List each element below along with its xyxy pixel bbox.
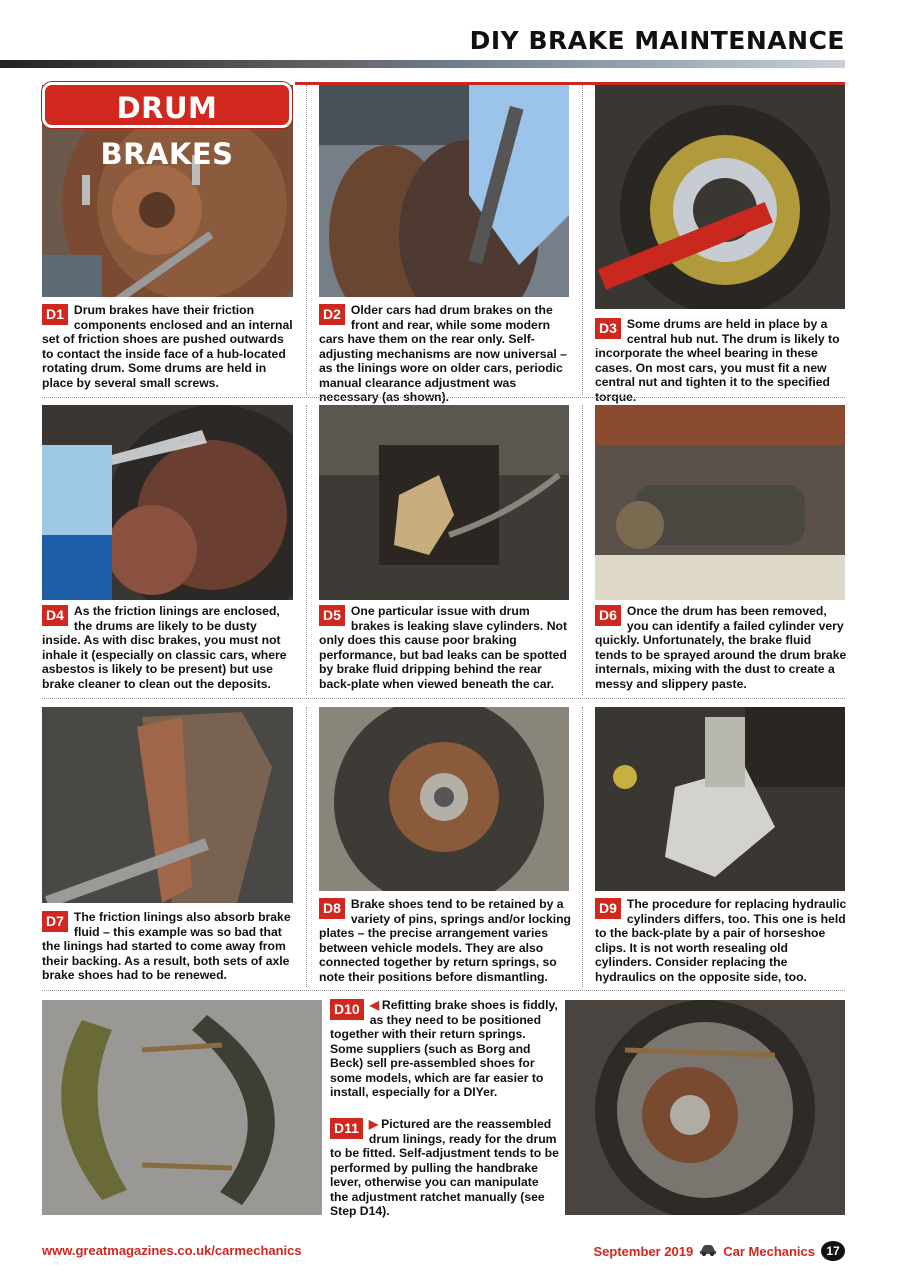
caption-d2 bbox=[319, 303, 571, 405]
caption-text-d11: Pictured are the reassembled drum linings, ready for the drum to be fitted. Self-adjustment tends to be performed by pulling the handbrake lever, otherwise you can manipulate the adjustment ratchet manually (see Step D14). bbox=[330, 1117, 559, 1218]
step-label-d4: D4 bbox=[42, 605, 68, 626]
photo-d5 bbox=[319, 405, 569, 600]
column-divider-2b bbox=[582, 405, 583, 695]
caption-d3 bbox=[595, 317, 847, 404]
step-label-d8: D8 bbox=[319, 898, 345, 919]
caption-text-d9: The procedure for replacing hydraulic cylinders differs, too. This one is held to the back-plate by a pair of horseshoe clips. It is not worth resealing old cylinders. Consider replacing the hydraulics on the opposite side, too. bbox=[595, 897, 847, 984]
caption-d4 bbox=[42, 604, 294, 691]
footer-magazine: Car Mechanics bbox=[723, 1243, 815, 1259]
row-divider-3 bbox=[42, 990, 845, 991]
photo-d4 bbox=[42, 405, 293, 600]
row-divider-2 bbox=[42, 698, 845, 699]
photo-d6 bbox=[595, 405, 845, 600]
caption-d5 bbox=[319, 604, 571, 691]
step-label-d9: D9 bbox=[595, 898, 621, 919]
photo-d10 bbox=[42, 1000, 322, 1215]
section-badge: DRUM BRAKES bbox=[42, 82, 292, 128]
caption-d6 bbox=[595, 604, 847, 691]
footer-info bbox=[594, 1241, 846, 1261]
step-label-d3: D3 bbox=[595, 318, 621, 339]
caption-d8 bbox=[319, 897, 571, 984]
caption-text-d7: The friction linings also absorb brake fluid – this example was so bad that the linings had started to come away from their backing. As a result, both sets of axle brake shoes had to be renewed. bbox=[42, 910, 291, 982]
photo-d9 bbox=[595, 707, 845, 891]
footer-url[interactable]: www.greatmagazines.co.uk/carmechanics bbox=[42, 1243, 302, 1258]
row-divider-1 bbox=[42, 397, 845, 398]
caption-text-d6: Once the drum has been removed, you can identify a failed cylinder very quickly. Unfortunately, the brake fluid tends to be sprayed around the drum brake internals, mixing with the dust to create a messy and slippery paste. bbox=[595, 604, 847, 691]
step-label-d11: D11 bbox=[330, 1118, 363, 1139]
caption-text-d3: Some drums are held in place by a central hub nut. The drum is likely to incorporate the wheel bearing in these cases. On most cars, you must fit a new central nut and tighten it to the specified torque. bbox=[595, 317, 840, 404]
column-divider-1b bbox=[582, 85, 583, 395]
caption-d11 bbox=[330, 1117, 560, 1219]
header-bar bbox=[0, 60, 845, 68]
caption-text-d2: Older cars had drum brakes on the front and rear, while some modern cars have them on the rear only. Self-adjusting mechanisms are now universal – as the linings wore on older cars, periodic manual clearance adjustment was necessary (as shown). bbox=[319, 303, 567, 404]
step-label-d10: D10 bbox=[330, 999, 364, 1020]
header-title: DIY BRAKE MAINTENANCE bbox=[469, 26, 845, 55]
caption-text-d1: Drum brakes have their friction components enclosed and an internal set of friction shoes are pushed outwards to contact the inside face of a hub-located rotating drum. Some drums are held in place by several small screws. bbox=[42, 303, 293, 390]
caption-d10 bbox=[330, 998, 560, 1100]
footer-date: September 2019 bbox=[593, 1243, 694, 1259]
step-label-d7: D7 bbox=[42, 911, 68, 932]
step-label-d6: D6 bbox=[595, 605, 621, 626]
column-divider-3b bbox=[582, 707, 583, 987]
column-divider-3a bbox=[306, 707, 307, 987]
arrow-left-icon: ◀ bbox=[369, 998, 379, 1012]
photo-d7 bbox=[42, 707, 293, 903]
caption-d9 bbox=[595, 897, 847, 984]
caption-text-d10: Refitting brake shoes is fiddly, as they need to be positioned together with their return springs. Some suppliers (such as Borg and Beck) sell pre-assembled shoes for some models, which are far easier to install, especially for a DIYer. bbox=[330, 998, 558, 1099]
caption-d1 bbox=[42, 303, 294, 390]
photo-d8 bbox=[319, 707, 569, 891]
step-label-d5: D5 bbox=[319, 605, 345, 626]
photo-d2 bbox=[319, 85, 569, 297]
step-label-d2: D2 bbox=[319, 304, 345, 325]
step-label-d1: D1 bbox=[42, 304, 68, 325]
car-icon bbox=[699, 1244, 717, 1259]
photo-d3 bbox=[595, 85, 845, 309]
column-divider-1a bbox=[306, 85, 307, 395]
page-number: 17 bbox=[821, 1241, 845, 1261]
caption-text-d4: As the friction linings are enclosed, the drums are likely to be dusty inside. As with disc brakes, you must not inhale it (especially on classic cars, where asbestos is likely to be present) but use brake cleaner to clean out the deposits. bbox=[42, 604, 287, 691]
arrow-right-icon: ▶ bbox=[368, 1117, 379, 1131]
caption-text-d8: Brake shoes tend to be retained by a variety of pins, springs and/or locking plates – the precise arrangement varies between vehicle models. They are also connected together by return springs, so note their positions before dismantling. bbox=[319, 897, 572, 984]
photo-d11 bbox=[565, 1000, 845, 1215]
caption-text-d5: One particular issue with drum brakes is leaking slave cylinders. Not only does this cause poor braking performance, but bad leaks can be spotted by brake fluid dripping behind the rear back-plate when viewed beneath the car. bbox=[319, 604, 568, 691]
caption-d7 bbox=[42, 910, 294, 983]
column-divider-2a bbox=[306, 405, 307, 695]
